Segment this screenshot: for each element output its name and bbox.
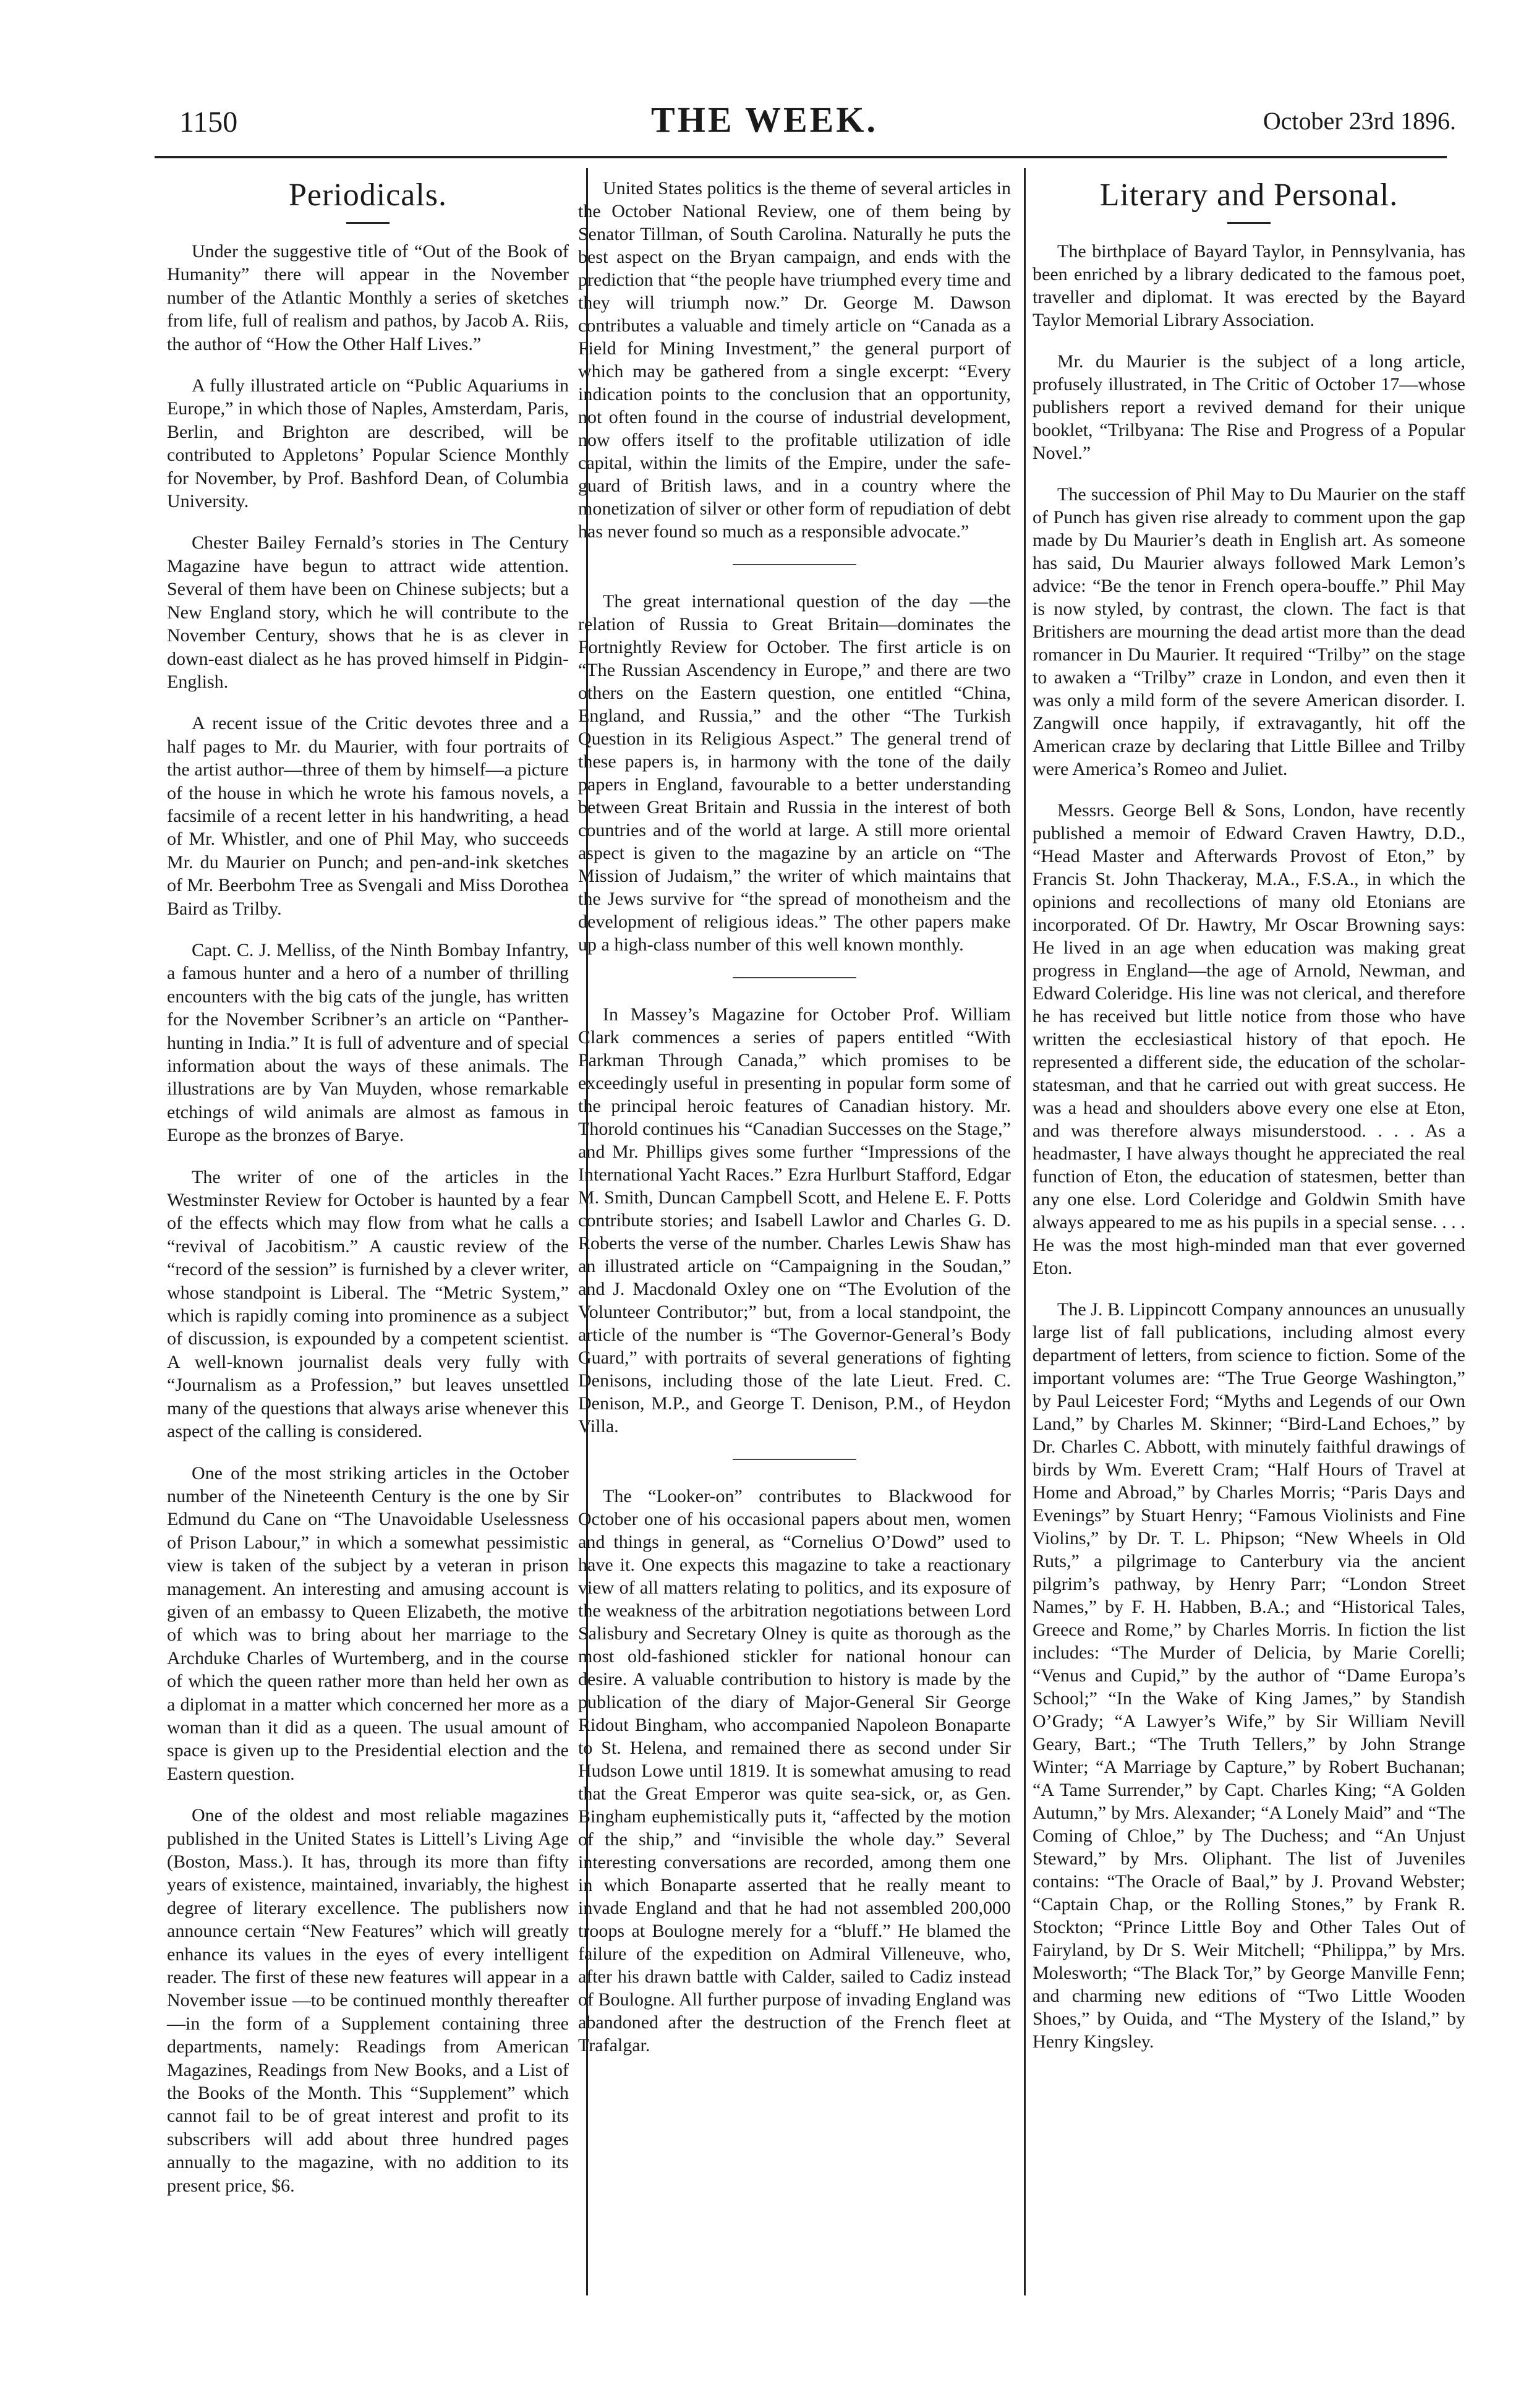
article-paragraph: Messrs. George Bell & Sons, London, have recently published a memoir of Edward Craven Hawtry, D.D., “Head Master and Afterwards Provost of Eton,” by Francis St. John Thackeray, M.A., F.S.A., in which the opinions and recollections of many old Etonians are incorporated. Of Dr. Hawtry, Mr Oscar Browning says: He lived in an age when education was making great progress in England—the age of Arnold, Newman, and Edward Coleridge. His line was not clerical, and therefore he has received but little notice from those who have written the ecclesiastical history of that epoch. He represented a different side, the education of the scholar-statesman, and that he carried out with great success. He was a head and shoulders above every one else at Eton, and was therefore always misunderstood. . . . As a headmaster, I have always thought he appreciated the real function of Eton, the education of statesmen, better than any one else. Lord Coleridge and Goldwin Smith have always appeared to me as his pupils in a special sense. . . . He was the most high-minded man that ever governed Eton. bbox=[1033, 800, 1465, 1278]
article-paragraph: Under the suggestive title of “Out of the Book of Humanity” there will appear in the November number of the Atlantic Monthly a series of sketches from life, full of realism and pathos, by Jacob A. Riis, the author of “How the Other Half Lives.” bbox=[167, 241, 569, 354]
article-divider bbox=[733, 564, 856, 565]
article-paragraph: In Massey’s Magazine for October Prof. William Clark commences a series of papers entitled “With Parkman Through Canada,” which promises to be exceedingly useful in presenting in popular form some of the principal heroic features of Canadian history. Mr. Thorold continues his “Canadian Successes on the Stage,” and Mr. Phillips gives some further “Impressions of the International Yacht Races.” Ezra Hurlburt Stafford, Edgar M. Smith, Duncan Campbell Scott, and Helene E. F. Potts contribute stories; and Isabell Lawlor and Charles G. D. Roberts the verse of the number. Charles Lewis Shaw has an illustrated article on “Campaigning in the Soudan,” and J. Macdonald Oxley one on “The Evolution of the Volunteer Contributor;” but, from a local standpoint, the article of the number is “The Governor-General’s Body Guard,” with portraits of several generations of fighting Denisons, including those of the late Lieut. Fred. C. Denison, M.P., and George T. Denison, P.M., of Heydon Villa. bbox=[578, 1004, 1011, 1437]
section-title-rule bbox=[346, 222, 390, 224]
article-paragraph: Capt. C. J. Melliss, of the Ninth Bombay Infantry, a famous hunter and a hero of a number of thrilling encounters with the big cats of the jungle, has written for the November Scribner’s an article on “Panther-hunting in India.” It is full of adventure and of special information about the ways of these animals. The illustrations are by Van Muyden, whose remarkable etchings of wild animals are almost as famous in Europe as the bronzes of Barye. bbox=[167, 939, 569, 1146]
article-paragraph: Mr. du Maurier is the subject of a long article, profusely illustrated, in The Critic of October 17—whose publishers report a revived demand for their unique booklet, “Trilbyana: The Rise and Progress of a Popular Novel.” bbox=[1033, 351, 1465, 463]
article-paragraph: The “Looker-on” contributes to Blackwood for October one of his occasional papers about men, women and things in general, as “Cornelius O’Dowd” used to have it. One expects this magazine to take a reactionary view of all matters relating to politics, and its exposure of the weakness of the arbitration negotiations between Lord Salisbury and Secretary Olney is quite as thorough as the most old-fashioned stickler for national honour can desire. A valuable contribution to history is made by the publication of the diary of Major-General Sir George Ridout Bingham, who accompanied Napoleon Bonaparte to St. Helena, and remained there as second under Sir Hudson Lowe until 1819. It is somewhat amusing to read that the Great Emperor was quite sea-sick, or, as Gen. Bingham euphemistically puts it, “affected by the motion of the ship,” and “invisible the whole day.” Several interesting conversations are recorded, among them one in which Bonaparte asserted that he really meant to invade England and that he had not assembled 200,000 troops at Boulogne merely for a “bluff.” He blamed the failure of the expedition on Admiral Villeneuve, who, after his drawn battle with Calder, sailed to Cadiz instead of Boulogne. All further purpose of invading England was abandoned after the destruction of the French fleet at Trafalgar. bbox=[578, 1486, 1011, 2056]
column-divider-right bbox=[1024, 168, 1026, 2295]
page-number: 1150 bbox=[179, 106, 238, 139]
article-paragraph: The J. B. Lippincott Company announces an unusually large list of fall publications, including almost every department of letters, from science to fiction. Some of the important volumes are: “The True George Washington,” by Paul Leicester Ford; “Myths and Legends of our Own Land,” by Charles M. Skinner; “Bird-Land Echoes,” by Dr. Charles C. Abbott, with minutely faithful drawings of birds by Wm. Everett Cram; “Half Hours of Travel at Home and Abroad,” by Charles Morris; “Paris Days and Evenings” by Stuart Henry; “Famous Violinists and Fine Violins,” by Dr. T. L. Phipson; “New Wheels in Old Ruts,” a pilgrimage to Canterbury via the ancient pilgrim’s pathway, by Henry Parr; “London Street Names,” by F. H. Habben, B.A.; and “Historical Tales, Greece and Rome,” by Charles Morris. In fiction the list includes: “The Murder of Delicia, by Marie Corelli; “Venus and Cupid,” by the author of “Dame Europa’s School;” “In the Wake of King James,” by Standish O’Grady; “A Lawyer’s Wife,” by Sir William Nevill Geary, Bart.; “The Truth Tellers,” by John Strange Winter; “A Marriage by Capture,” by Robert Buchanan; “A Tame Surrender,” by Capt. Charles King; “A Golden Autumn,” by Mrs. Alexander; “A Lonely Maid” and “The Coming of Chloe,” by The Duchess; and “An Unjust Steward,” by Mrs. Oliphant. The list of Juveniles contains: “The Oracle of Baal,” by J. Provand Webster; “Captain Chap, or the Rolling Stones,” by Frank R. Stockton; “Prince Little Boy and Other Tales Out of Fairyland, by Dr S. Weir Mitchell; “Philippa,” by Mrs. Molesworth; “The Black Tor,” by George Manville Fenn; and charming new editions of “Two Little Wooden Shoes,” by Ouida, and “The Mystery of the Island,” by Henry Kingsley. bbox=[1033, 1299, 1465, 2052]
section-title-literary-personal: Literary and Personal. bbox=[1099, 177, 1399, 213]
issue-date: October 23rd 1896. bbox=[1263, 107, 1456, 135]
article-paragraph: The writer of one of the articles in the Westminster Review for October is haunted by a fear of the effects which may flow from what he calls a “revival of Jacobitism.” A caustic review of the “record of the session” is furnished by a clever writer, whose standpoint is Liberal. The “Metric System,” which is rapidly coming into prominence as a subject of discussion, is expounded by a competent scientist. A well-known journalist deals very fully with “Journalism as a Profession,” but leaves unsettled many of the questions that always arise whenever this aspect of the calling is considered. bbox=[167, 1166, 569, 1442]
article-paragraph: A fully illustrated article on “Public Aquariums in Europe,” in which those of Naples, Amsterdam, Paris, Berlin, and Brighton are described, will be contributed to Appletons’ Popular Science Monthly for November, by Prof. Bashford Dean, of Columbia University. bbox=[167, 375, 569, 512]
article-paragraph: The succession of Phil May to Du Maurier on the staff of Punch has given rise already to comment upon the gap made by Du Maurier’s death in English art. As someone has said, Du Maurier always followed Mark Lemon’s advice: “Be the tenor in French opera-bouffe.” Phil May is now styled, by contrast, the clown. The fact is that Britishers are mourning the dead artist more than the dead romancer in Du Maurier. It required “Trilby” on the stage to awaken a “Trilby” craze in London, and even then it was only a mild form of the severe American disorder. I. Zangwill once happily, if extravagantly, hit off the American craze by declaring that Little Billee and Trilby were America’s Romeo and Juliet. bbox=[1033, 484, 1465, 779]
column-periodicals bbox=[167, 177, 569, 2216]
page-header bbox=[0, 0, 1529, 161]
article-divider bbox=[733, 1459, 856, 1460]
section-title-rule bbox=[1227, 222, 1271, 224]
section-title-periodicals: Periodicals. bbox=[288, 177, 448, 213]
header-rule bbox=[155, 156, 1447, 158]
article-paragraph: One of the most striking articles in the October number of the Nineteenth Century is the one by Sir Edmund du Cane on “The Unavoidable Uselessness of Prison Labour,” in which a somewhat pessimistic view is taken of the subject by a veteran in prison management. An interesting and amusing account is given of an embassy to Queen Elizabeth, the motive of which was to bring about her marriage to the Archduke Charles of Wurtemberg, and in the course of which the queen rather more than held her own as a diplomat in a matter which concerned her more as a woman than it did as a queen. The usual amount of space is given up to the Presidential election and the Eastern question. bbox=[167, 1462, 569, 1784]
article-paragraph: United States politics is the theme of several articles in the October National Review, one of them being by Senator Tillman, of South Carolina. Naturally he puts the best aspect on the Bryan campaign, and ends with the prediction that “the people have triumphed every time and they will triumph now.” Dr. George M. Dawson contributes a valuable and timely article on “Canada as a Field for Mining Investment,” the general purport of which may be gathered from a single excerpt: “Every indication points to the conclusion that an opportunity, not often found in the course of industrial development, now offers itself to the profitable utilization of idle capital, within the limits of the Empire, under the safe-guard of British laws, and in a country where the monetization of silver or other form of repudiation of debt has never found so much as a responsible advocate.” bbox=[578, 178, 1011, 542]
article-paragraph: The birthplace of Bayard Taylor, in Pennsylvania, has been enriched by a library dedicated to the famous poet, traveller and diplomat. It was erected by the Bayard Taylor Memorial Library Association. bbox=[1033, 241, 1465, 330]
masthead-title: THE WEEK. bbox=[651, 100, 878, 140]
article-paragraph: The great international question of the day —the relation of Russia to Great Britain—dominates the Fortnightly Review for October. The first article is on “The Russian Ascendency in Europe,” and there are two others on the Eastern question, one entitled “China, England, and Russia,” and the other “The Turkish Question in its Religious Aspect.” The general trend of these papers is, in harmony with the tone of the daily papers in England, favourable to a better understanding between Great Britain and Russia in the interest of both countries and of the world at large. A still more oriental aspect is given to the magazine by an article on “The Mission of Judaism,” the writer of which maintains that the Jews survive for “the spread of monotheism and the development of religious ideas.” The other papers make up a high-class number of this well known monthly. bbox=[578, 591, 1011, 955]
article-paragraph: Chester Bailey Fernald’s stories in The Century Magazine have begun to attract wide attention. Several of them have been on Chinese subjects; but a New England story, which he will contribute to the November Century, shows that he is as clever in down-east dialect as he has proved himself in Pidgin-English. bbox=[167, 532, 569, 692]
column-middle bbox=[578, 177, 1011, 2075]
article-paragraph: One of the oldest and most reliable magazines published in the United States is Littell’s Living Age (Boston, Mass.). It has, through its more than fifty years of existence, maintained, invariably, the highest degree of literary excellence. The publishers now announce certain “New Features” which will greatly enhance its values in the eyes of every intelligent reader. The first of these new features will appear in a November issue —to be continued monthly thereafter—in the form of a Supplement containing three departments, namely: Readings from American Magazines, Readings from New Books, and a List of the Books of the Month. This “Supplement” which cannot fail to be of great interest and profit to its subscribers will add about three hundred pages annually to the magazine, with no addition to its present price, $6. bbox=[167, 1805, 569, 2196]
article-paragraph: A recent issue of the Critic devotes three and a half pages to Mr. du Maurier, with four portraits of the artist author—three of them by himself—a picture of the house in which he wrote his famous novels, a facsimile of a recent letter in his handwriting, a head of Mr. Whistler, and one of Phil May, who succeeds Mr. du Maurier on Punch; and pen-and-ink sketches of Mr. Beerbohm Tree as Svengali and Miss Dorothea Baird as Trilby. bbox=[167, 713, 569, 919]
article-divider bbox=[733, 977, 856, 978]
column-literary-personal bbox=[1033, 177, 1465, 2072]
